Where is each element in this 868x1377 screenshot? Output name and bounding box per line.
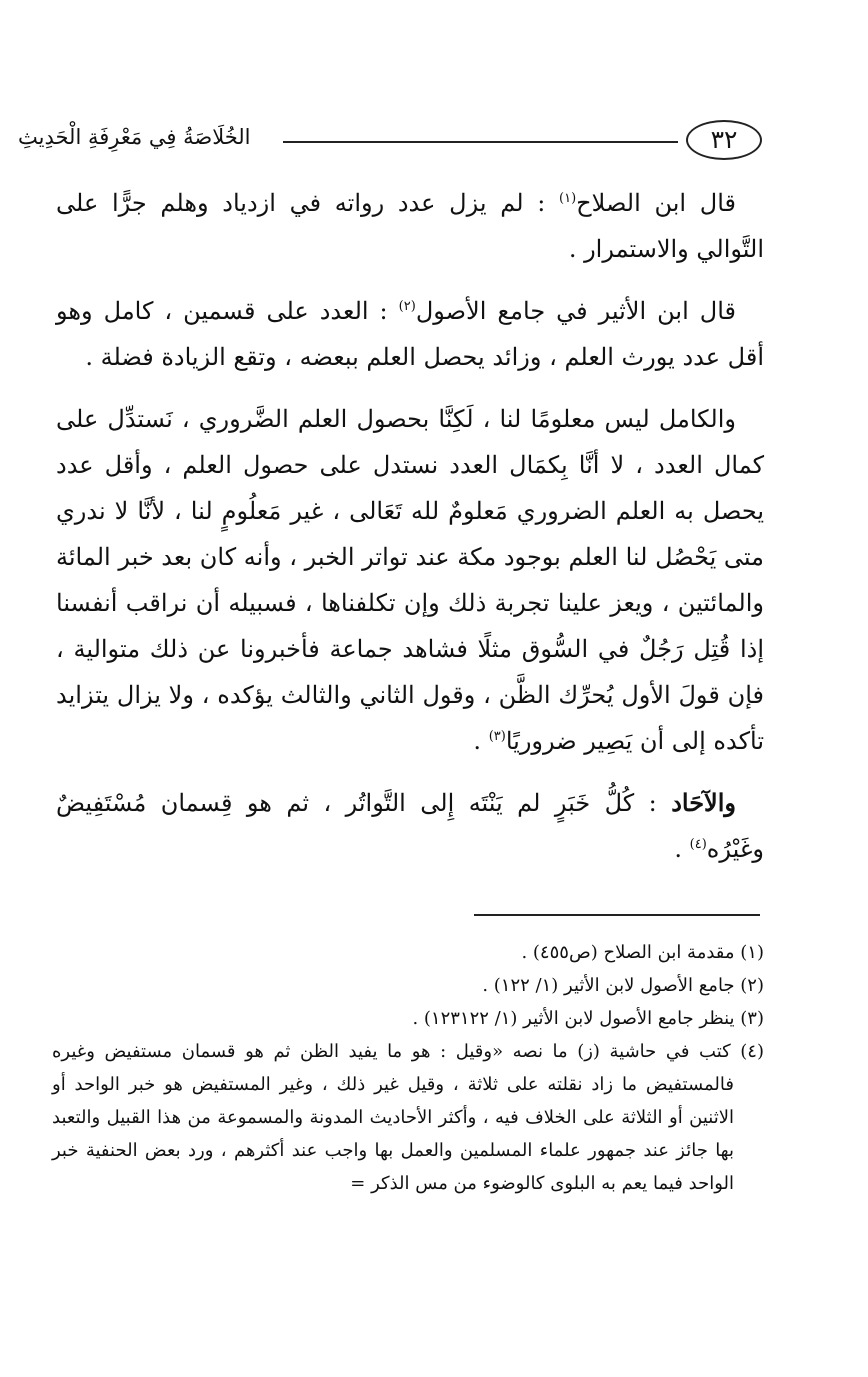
page-number: ٣٢ <box>710 125 738 154</box>
paragraph-4 <box>56 780 764 872</box>
footnote-2: (٢) جامع الأصول لابن الأثير (١/ ١٢٢) . <box>482 975 764 996</box>
header-rule <box>283 141 678 143</box>
footnote-separator <box>474 914 760 916</box>
book-title: الخُلَاصَةُ فِي مَعْرِفَةِ الْحَدِيثِ <box>18 125 251 149</box>
footnote-ref-1: (١) <box>559 191 577 206</box>
paragraph-4-end: . <box>674 835 683 863</box>
footnote-ref-3: (٣) <box>488 729 506 744</box>
main-text <box>56 180 764 888</box>
page-number-badge <box>686 120 762 160</box>
paragraph-4-text: : كُلُّ خَبَرٍ لم يَنْتَه إِلى التَّواتُر ، ثم هو قِسمان مُسْتَفِيضٌ وغَيْرُه <box>56 789 764 863</box>
footnote-1: (١) مقدمة ابن الصلاح (ص٤٥٥) . <box>521 942 764 963</box>
footnote-4: (٤) كتب في حاشية (ز) ما نصه «وقيل : هو ما يفيد الظن ثم هو قسمان مستفيض وغيره فالمستفيض ما زاد نقلته على ثلاثة ، وقيل غير ذلك ، وغير المستفيض هو خبر الواحد أو الاثنين أو الثلاثة على الخلاف فيه ، وأكثر الأحاديث المدونة والمسموعة من هذا القبيل والتعبد بها جائز عند جمهور علماء المسلمين والعمل بها واجب عند أكثرهم ، ورد بعض الحنفية خبر الواحد فيما يعم به البلوى كالوضوء من مس الذكر = <box>52 1041 764 1194</box>
footnote-3: (٣) ينظر جامع الأصول لابن الأثير (١/ ١٢٣١٢٢) . <box>412 1008 764 1029</box>
paragraph-3-text: والكامل ليس معلومًا لنا ، لَكِنَّا بحصول العلم الضَّروري ، نَستدِّل على كمال العدد ، لا أنَّا بِكمَال العدد نستدل على حصول العلم ، وأقل عدد يحصل به العلم الضروري مَعلومٌ لله تَعَالى ، غير مَعلُومٍ لنا ، لأنَّا لا ندري متى يَحْصُل لنا العلم بوجود مكة عند تواتر الخبر ، وأنه كان بعد خبر المائة والمائتين ، ويعز علينا تجربة ذلك وإن تكلفناها ، فسبيله أن نراقب أنفسنا إذا قُتِل رَجُلٌ في السُّوق مثلًا فشاهد جماعة فأخبرونا عن ذلك متوالية ، فإن قولَ الأول يُحرِّك الظَّن ، وقول الثاني والثالث يؤكده ، ولا يزال يتزايد تأكده إلى أن يَصِير ضروريًا <box>56 405 764 755</box>
paragraph-1-rest: : لم يزل عدد رواته في ازدياد وهلم جرًّا على التَّوالي والاستمرار . <box>56 189 764 263</box>
paragraph-2 <box>56 288 764 380</box>
footnote-ref-2: (٢) <box>398 299 416 314</box>
paragraph-1 <box>56 180 764 272</box>
term-ahad: والآحَاد <box>671 788 736 817</box>
paragraph-3 <box>56 396 764 764</box>
footnote-ref-4: (٤) <box>689 837 707 852</box>
paragraph-2-rest: : العدد على قسمين ، كامل وهو أقل عدد يورث العلم ، وزائد يحصل العلم ببعضه ، وتقع الزيادة فضلة . <box>56 297 764 371</box>
footnotes <box>52 936 764 1200</box>
paragraph-2-text: قال ابن الأثير في جامع الأصول <box>415 297 737 325</box>
paragraph-3-end: . <box>473 727 482 755</box>
paragraph-1-text: قال ابن الصلاح <box>576 189 736 217</box>
running-header <box>18 120 762 168</box>
